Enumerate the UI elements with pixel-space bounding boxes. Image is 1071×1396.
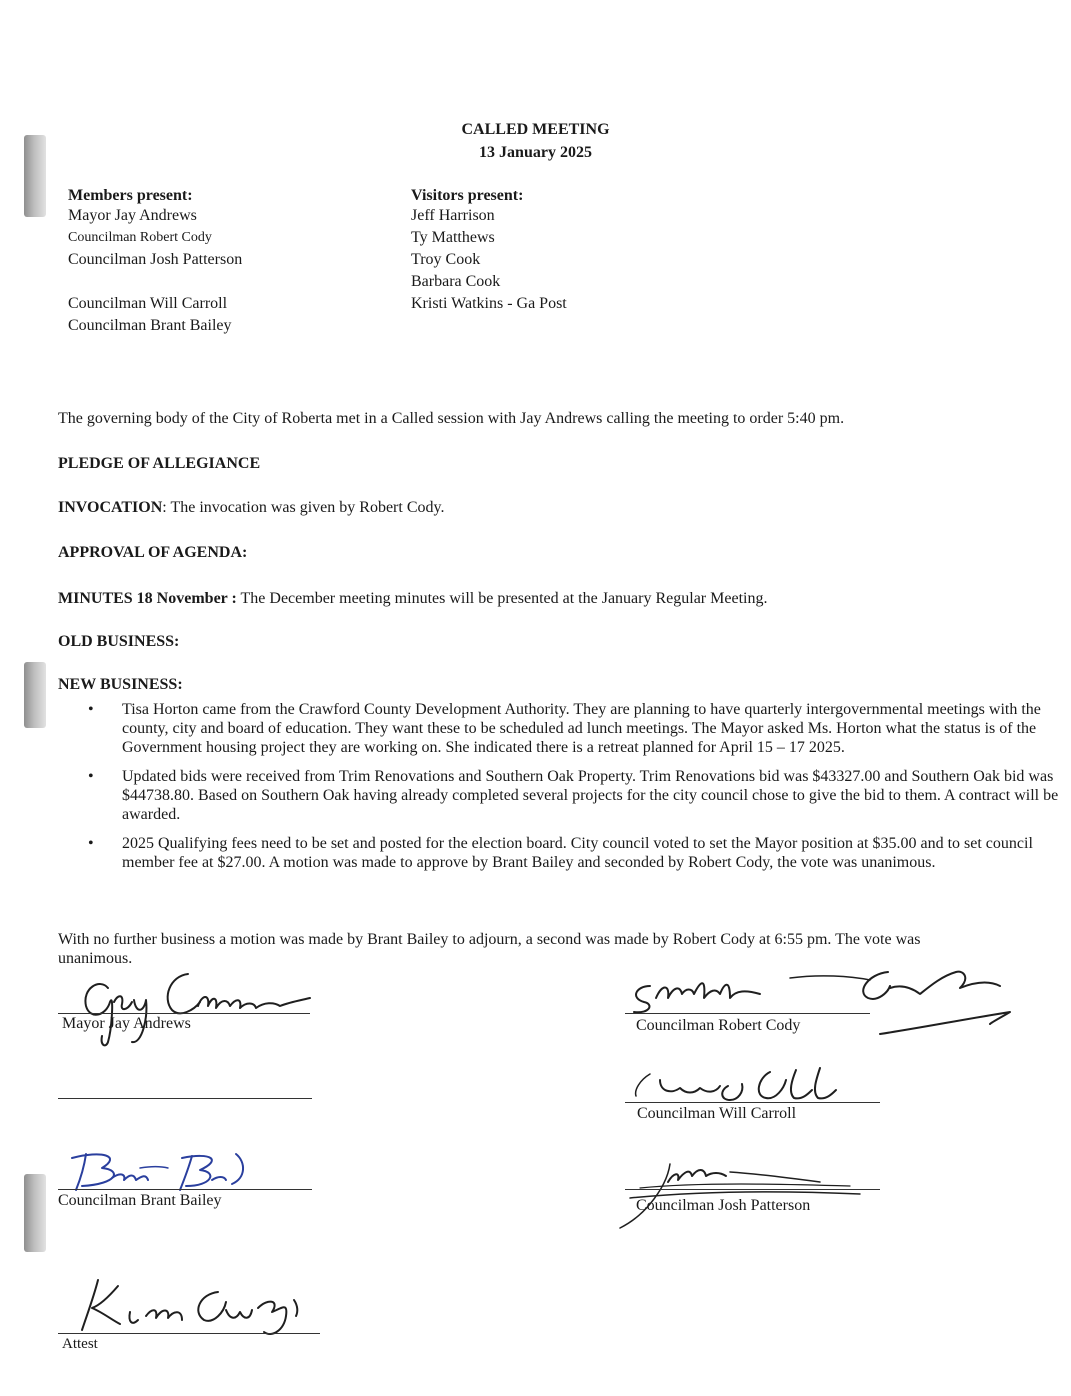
visitor-item: Ty Matthews: [411, 229, 495, 246]
visitor-item: Troy Cook: [411, 251, 481, 268]
patterson-signature-line: [625, 1189, 880, 1190]
invocation-paragraph: [58, 498, 1018, 518]
members-heading: Members present:: [68, 187, 193, 204]
minutes-label: MINUTES 18 November :: [58, 590, 237, 607]
attest-signature: [58, 1272, 318, 1342]
patterson-signature-label: Councilman Josh Patterson: [636, 1197, 811, 1214]
new-business-list: [58, 700, 1071, 882]
cody-signature-line: [625, 1013, 870, 1014]
minutes-text: The December meeting minutes will be presented at the January Regular Meeting.: [236, 590, 768, 607]
new-business-heading: NEW BUSINESS:: [58, 676, 183, 693]
intro-paragraph: The governing body of the City of Roberta met in a Called session with Jay Andrews calling the meeting to order 5:40 pm.: [58, 410, 845, 427]
bailey-signature-label: Councilman Brant Bailey: [58, 1192, 222, 1209]
carroll-signature-line: [625, 1102, 880, 1103]
bailey-signature-line: [58, 1189, 312, 1190]
agenda-heading: APPROVAL OF AGENDA:: [58, 544, 248, 561]
binder-hole-middle: [24, 662, 46, 728]
mayor-signature-line: [58, 1013, 310, 1014]
attest-signature-label: Attest: [62, 1336, 98, 1352]
members-present: [68, 187, 242, 337]
list-item: • Tisa Horton came from the Crawford County Development Authority. They are planning to have quarterly intergovernmental meetings with the county, city and board of education. They want these to be scheduled ad lunch meetings. The Mayor asked Ms. Horton what the status is of the Government housing project they are working on. She indicated there is a retreat planned for April 15 – 17 2025.: [122, 700, 1071, 757]
mayor-signature-label: Mayor Jay Andrews: [62, 1015, 191, 1032]
visitors-heading: Visitors present:: [411, 187, 524, 204]
invocation-text: : The invocation was given by Robert Cody.: [162, 499, 445, 516]
visitor-item: Jeff Harrison: [411, 207, 495, 224]
blank-signature-line: [58, 1098, 312, 1099]
member-patterson: Councilman Josh Patterson: [68, 251, 243, 268]
closing-paragraph: With no further business a motion was made by Brant Bailey to adjourn, a second was made by Robert Cody at 6:55 pm. The vote was unanimous.: [58, 931, 921, 967]
visitor-item: Barbara Cook: [411, 273, 501, 290]
old-business-heading: OLD BUSINESS:: [58, 633, 180, 650]
member-cody: Councilman Robert Cody: [68, 230, 212, 245]
list-item: • Updated bids were received from Trim Renovations and Southern Oak Property. Trim Renovations bid was $43327.00 and Southern Oak bid was $44738.80. Based on Southern Oak having already completed several projects for the city council chose to give the bid to them. A contract will be awarded.: [122, 767, 1071, 824]
member-mayor: Mayor Jay Andrews: [68, 207, 197, 224]
mayor-signature: [70, 958, 330, 1048]
list-item: • 2025 Qualifying fees need to be set and posted for the election board. City council voted to set the Mayor position at $35.00 and to set council member fee at $27.00. A motion was made to approve by Brant Bailey and seconded by Robert Cody, the vote was unanimous.: [122, 834, 1071, 872]
pledge-heading: PLEDGE OF ALLEGIANCE: [58, 455, 261, 472]
document-title: CALLED MEETING: [461, 121, 610, 138]
meeting-date: 13 January 2025: [479, 144, 592, 161]
cody-signature-label: Councilman Robert Cody: [636, 1017, 801, 1034]
minutes-paragraph: [58, 589, 1018, 609]
member-carroll: Councilman Will Carroll: [68, 295, 228, 312]
binder-hole-bottom: [24, 1174, 46, 1252]
member-bailey: Councilman Brant Bailey: [68, 317, 232, 334]
attest-signature-line: [58, 1333, 320, 1334]
carroll-signature-label: Councilman Will Carroll: [637, 1105, 797, 1122]
invocation-label: INVOCATION: [58, 499, 163, 516]
visitor-item: Kristi Watkins - Ga Post: [411, 295, 567, 312]
visitors-present: [411, 187, 567, 315]
